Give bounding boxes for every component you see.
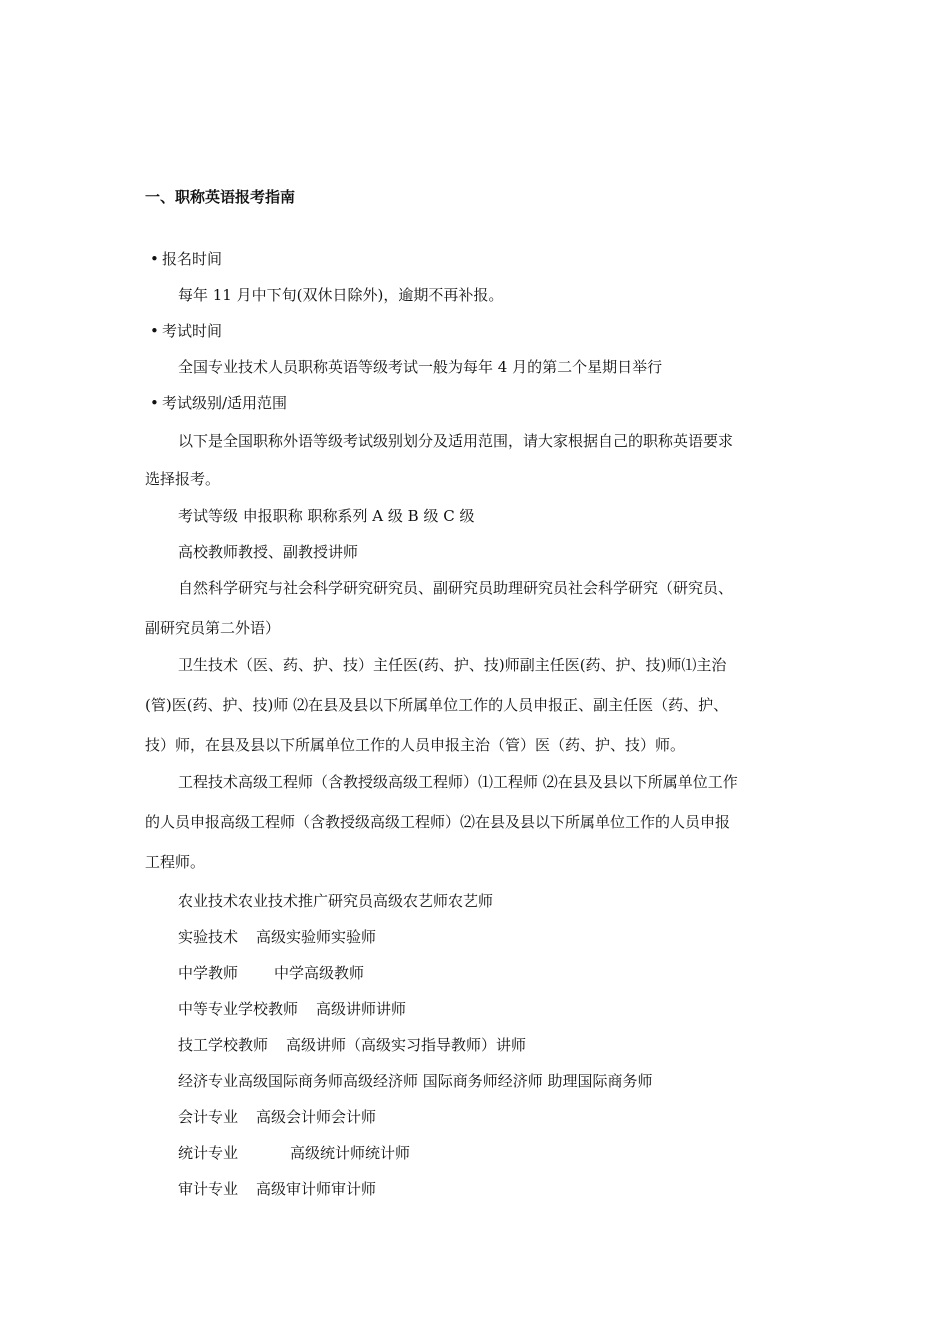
row-audit (178, 1178, 376, 1200)
row-middle-school-titles: 中学高级教师 (274, 964, 365, 982)
row-middle-school (178, 962, 364, 984)
section-heading-text: 报名时间 (162, 250, 223, 268)
section-heading-text: 考试级别/适用范围 (162, 394, 288, 412)
row-engineering-line-1: 工程技术高级工程师（含教授级高级工程师）⑴工程师 ⑵在县及县以下所属单位工作 (178, 773, 738, 791)
row-lab-titles: 高级实验师实验师 (256, 928, 377, 946)
row-economics: 经济专业高级国际商务师高级经济师 国际商务师经济师 助理国际商务师 (178, 1072, 653, 1090)
section-heading-text: 考试时间 (162, 322, 223, 340)
bullet-icon: • (150, 322, 159, 340)
row-statistics-titles: 高级统计师统计师 (290, 1144, 411, 1162)
row-research-line-2: 副研究员第二外语） (145, 619, 281, 637)
row-university: 高校教师教授、副教授讲师 (178, 543, 359, 561)
row-vocational-titles: 高级讲师讲师 (316, 1000, 407, 1018)
row-research-line-1: 自然科学研究与社会科学研究研究员、副研究员助理研究员社会科学研究（研究员、 (178, 579, 734, 597)
table-header-row: 考试等级 申报职称 职称系列 A 级 B 级 C 级 (178, 507, 475, 525)
row-health-line-3: 技）师，在县及县以下所属单位工作的人员申报主治（管）医（药、护、技）师。 (145, 736, 686, 754)
row-audit-series: 审计专业 (178, 1180, 239, 1198)
row-statistics (178, 1142, 410, 1164)
row-agriculture: 农业技术农业技术推广研究员高级农艺师农艺师 (178, 892, 494, 910)
row-engineering-line-2: 的人员申报高级工程师（含教授级高级工程师）⑵在县及县以下所属单位工作的人员申报 (145, 813, 731, 831)
row-health-line-1: 卫生技术（医、药、护、技）主任医(药、护、技)师副主任医(药、护、技)师⑴主治 (178, 656, 727, 674)
row-health-line-2: (管)医(药、护、技)师 ⑵在县及县以下所属单位工作的人员申报正、副主任医（药、护、 (145, 696, 729, 714)
section-heading-exam-levels (150, 392, 287, 414)
row-accounting-series: 会计专业 (178, 1108, 239, 1126)
document-title: 一、职称英语报考指南 (145, 188, 296, 206)
row-lab-series: 实验技术 (178, 928, 239, 946)
bullet-icon: • (150, 250, 159, 268)
row-technical-school (178, 1034, 526, 1056)
registration-time-text: 每年 11 月中下旬(双休日除外)，逾期不再补报。 (178, 286, 504, 304)
row-technical-school-series: 技工学校教师 (178, 1036, 269, 1054)
row-technical-school-titles: 高级讲师（高级实习指导教师）讲师 (286, 1036, 527, 1054)
exam-time-text: 全国专业技术人员职称英语等级考试一般为每年 4 月的第二个星期日举行 (178, 358, 663, 376)
row-middle-school-series: 中学教师 (178, 964, 239, 982)
exam-levels-intro-line-1: 以下是全国职称外语等级考试级别划分及适用范围，请大家根据自己的职称英语要求 (178, 432, 734, 450)
section-heading-registration-time (150, 248, 222, 270)
row-lab (178, 926, 376, 948)
row-vocational-series: 中等专业学校教师 (178, 1000, 299, 1018)
row-engineering-line-3: 工程师。 (145, 853, 206, 871)
row-statistics-series: 统计专业 (178, 1144, 239, 1162)
section-heading-exam-time (150, 320, 222, 342)
row-vocational (178, 998, 406, 1020)
row-audit-titles: 高级审计师审计师 (256, 1180, 377, 1198)
exam-levels-intro-line-2: 选择报考。 (145, 470, 221, 488)
row-accounting-titles: 高级会计师会计师 (256, 1108, 377, 1126)
row-accounting (178, 1106, 376, 1128)
bullet-icon: • (150, 394, 159, 412)
